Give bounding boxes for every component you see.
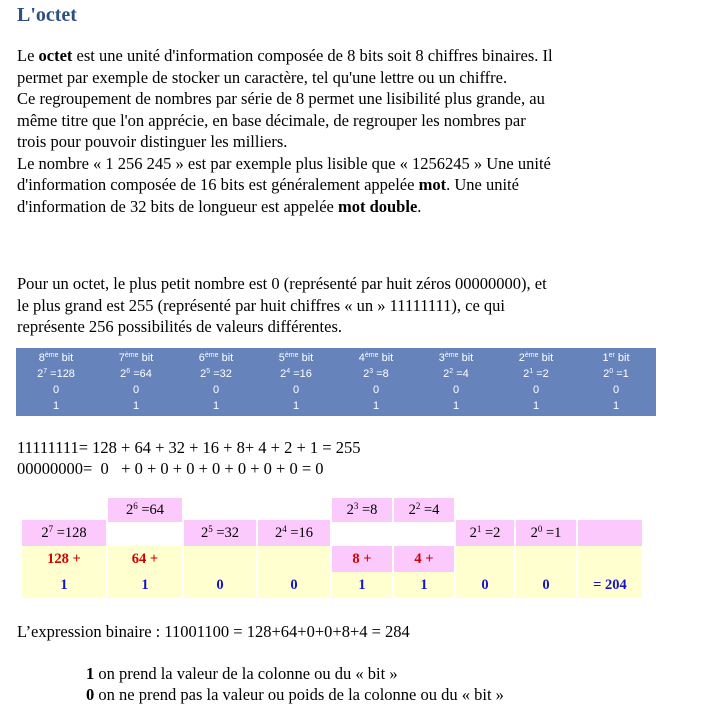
bit-power-cell: $2^1 =2$: [523, 368, 549, 380]
sum-min: 00000000= 0 + 0 + 0 + 0 + 0 + 0 + 0 + 0 = 0: [17, 459, 324, 478]
empty-value-cell: [516, 546, 576, 572]
added-value-cell: 64 +: [108, 546, 182, 572]
bit-digit-cell: 0: [184, 572, 256, 598]
bit-rank-cell: 4ème bit: [358, 352, 394, 364]
added-value-cell: 8 +: [332, 546, 392, 572]
rank-suffix: ème: [524, 352, 539, 359]
bit-one-cell: 1: [612, 400, 620, 412]
header-power-cell: $2^7 =128$: [22, 520, 106, 546]
bit-power-cell: $2^6 =64$: [120, 368, 152, 380]
power-row: [16, 367, 656, 382]
power-exponent: 4: [286, 368, 291, 375]
power-exponent: 1: [476, 524, 482, 534]
page-title: L'octet: [17, 4, 77, 26]
rank-suffix: ème: [284, 352, 299, 359]
sum-max: 11111111= 128 + 64 + 32 + 16 + 8+ 4 + 2 + 1 = 255: [17, 438, 361, 457]
power-exponent: 6: [126, 368, 131, 375]
power-exponent: 3: [369, 368, 374, 375]
bit-power-cell: $2^7 =128$: [37, 368, 75, 380]
raised-power-cell: $2^6 =64$: [108, 498, 182, 522]
bit-rank-cell: 1er bit: [602, 352, 630, 364]
bit-weight-table: [16, 348, 656, 416]
octet-term: octet: [38, 46, 73, 65]
bit-zero-cell: 0: [132, 384, 140, 396]
bit-one-cell: 1: [132, 400, 140, 412]
raised-power-cell: $2^3 =8$: [332, 498, 392, 522]
words-text: Le nombre « 1 256 245 » est par exemple plus lisible que « 1256245 » Une unité d'information composée de 16 bits est généralement appelée: [17, 153, 551, 194]
power-exponent: 1: [529, 368, 534, 375]
intro-paragraph-words: [17, 153, 557, 218]
intro-paragraph-definition: [17, 45, 557, 88]
added-value-cell: 4 +: [394, 546, 454, 572]
power-exponent: 7: [43, 368, 48, 375]
one-row: [16, 399, 656, 414]
empty-value-cell: [578, 546, 642, 572]
power-exponent: 3: [353, 501, 359, 511]
header-power-cell: $2^1 =2$: [456, 520, 514, 546]
bit-zero-cell: 0: [612, 384, 620, 396]
empty-value-cell: [184, 546, 256, 572]
binary-expression: L’expression binaire : 11001100 = 128+64+0+0+8+4 = 284: [17, 622, 410, 641]
intro-text-rest: est une unité d'information composée de 8 bits soit 8 chiffres binaires. Il permet par exemple de stocker un caractère, tel qu'une lettre ou un chiffre.: [17, 46, 553, 87]
bit-digit-cell: 1: [22, 572, 106, 598]
bit-zero-cell: 0: [292, 384, 300, 396]
empty-value-cell: [456, 546, 514, 572]
rank-suffix: ème: [444, 352, 459, 359]
raised-power-cell: $2^2 =4$: [394, 498, 454, 522]
bit-rank-cell: 2ème bit: [518, 352, 554, 364]
zero-row: [16, 383, 656, 398]
intro-text: [17, 45, 557, 217]
legend-zero: [86, 684, 504, 705]
power-exponent: 2: [415, 501, 421, 511]
power-exponent: 7: [48, 524, 54, 534]
mot-term: mot: [418, 175, 447, 194]
header-empty-cell: [578, 520, 642, 546]
legend-zero-digit: 0: [86, 685, 95, 704]
bit-digit-cell: 1: [394, 572, 454, 598]
bit-digit-cell: 0: [516, 572, 576, 598]
bit-zero-cell: 0: [372, 384, 380, 396]
bit-rank-cell: 3ème bit: [438, 352, 474, 364]
bit-zero-cell: 0: [532, 384, 540, 396]
mot-double-term: mot double: [337, 196, 418, 216]
words-text-end: .: [417, 196, 422, 216]
bit-power-cell: $2^5 =32$: [200, 368, 232, 380]
result-cell: = 204: [578, 572, 642, 598]
bit-rank-cell: 7ème bit: [118, 352, 154, 364]
intro-paragraph-grouping: Ce regroupement de nombres par série de 8 permet une lisibilité plus grande, au même titre que l'on apprécie, en base décimale, de regrouper les nombres par trois pour pouvoir distinguer les milliers.: [17, 89, 545, 151]
rank-suffix: ème: [124, 352, 139, 359]
power-exponent: 5: [208, 524, 213, 534]
bit-one-cell: 1: [52, 400, 60, 412]
bit-rank-cell: 8ème bit: [38, 352, 74, 364]
bit-zero-cell: 0: [52, 384, 60, 396]
bit-power-cell: $2^3 =8$: [363, 368, 389, 380]
intro-text-start: Le: [17, 46, 39, 65]
bit-one-cell: 1: [372, 400, 380, 412]
words-text-mid: . Une unité d'information de 32 bits de longueur est appelée: [17, 175, 519, 216]
bit-zero-cell: 0: [212, 384, 220, 396]
bit-power-cell: $2^4 =16$: [280, 368, 312, 380]
header-power-cell: $2^5 =32$: [184, 520, 256, 546]
added-value-cell: 128 +: [22, 546, 106, 572]
rank-suffix: ème: [44, 352, 59, 359]
bit-rank-cell: 5ème bit: [278, 352, 314, 364]
power-exponent: 6: [133, 501, 138, 511]
bit-power-cell: $2^2 =4$: [443, 368, 469, 380]
header-power-cell: $2^0 =1$: [516, 520, 576, 546]
bit-digit-cell: 1: [108, 572, 182, 598]
bit-digit-cell: 1: [332, 572, 392, 598]
power-exponent: 5: [206, 368, 211, 375]
bit-zero-cell: 0: [452, 384, 460, 396]
bit-one-cell: 1: [532, 400, 540, 412]
power-exponent: 0: [609, 368, 614, 375]
bit-rank-cell: 6ème bit: [198, 352, 234, 364]
rank-row: [16, 351, 656, 366]
header-power-cell: $2^4 =16$: [258, 520, 330, 546]
bit-digit-cell: 0: [456, 572, 514, 598]
legend-zero-text: on ne prend pas la valeur ou poids de la colonne ou du « bit »: [94, 685, 504, 704]
power-exponent: 2: [449, 368, 454, 375]
legend-one: [86, 663, 398, 684]
power-exponent: 0: [537, 524, 543, 534]
bit-one-cell: 1: [452, 400, 460, 412]
rank-suffix: ème: [364, 352, 379, 359]
legend-one-text: on prend la valeur de la colonne ou du « bit »: [94, 664, 398, 683]
bit-power-cell: $2^0 =1$: [603, 368, 629, 380]
empty-value-cell: [258, 546, 330, 572]
rank-suffix: ème: [204, 352, 219, 359]
bit-one-cell: 1: [212, 400, 220, 412]
rank-suffix: er: [608, 352, 615, 359]
range-paragraph: Pour un octet, le plus petit nombre est 0 (représenté par huit zéros 00000000), et le plus grand est 255 (représenté par huit chiffres « un » 11111111), ce qui représente 256 possibilités de valeurs différentes.: [17, 274, 547, 336]
bit-one-cell: 1: [292, 400, 300, 412]
bit-digit-cell: 0: [258, 572, 330, 598]
power-exponent: 4: [282, 524, 287, 534]
legend-one-digit: 1: [86, 664, 95, 683]
